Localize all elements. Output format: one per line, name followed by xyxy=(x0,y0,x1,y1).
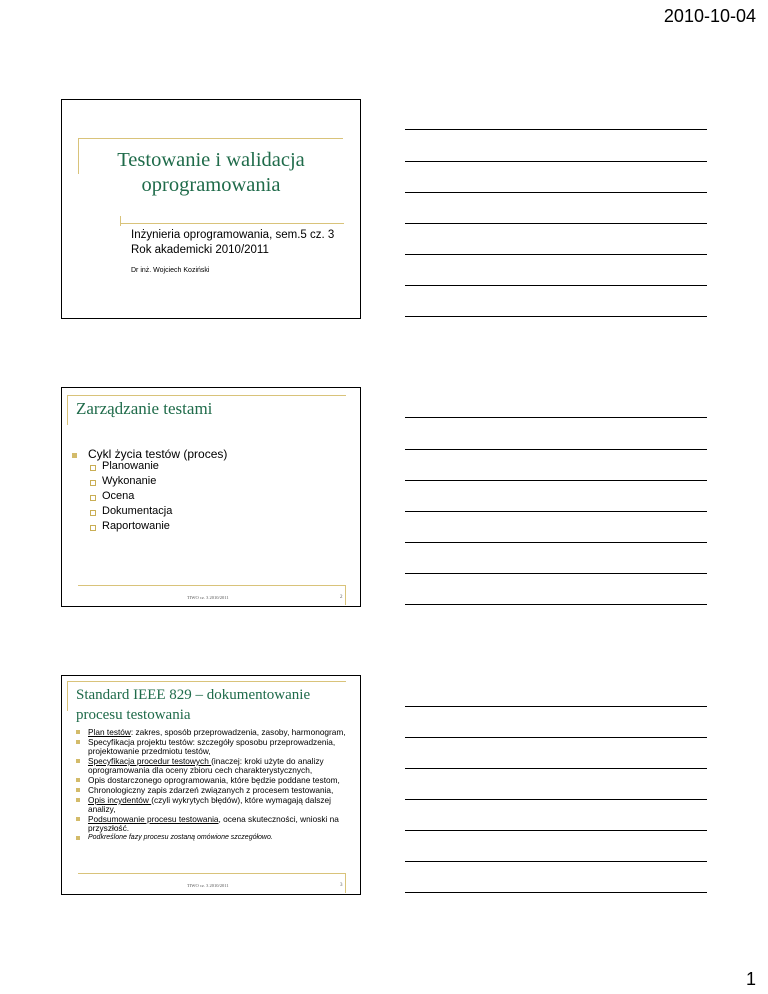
page-number: 1 xyxy=(745,969,756,989)
slide-3-heading: Standard IEEE 829 – dokumentowanie procesu testowania xyxy=(76,687,311,723)
note-line xyxy=(405,316,707,317)
list-item xyxy=(76,738,354,755)
note-line xyxy=(405,480,707,481)
item-text: Chronologiczny zapis zdarzeń związanych z procesem testowania, xyxy=(88,784,334,795)
gold-rule xyxy=(120,216,121,226)
hollow-square-bullet-icon xyxy=(90,465,96,471)
gold-rule xyxy=(78,138,343,139)
gold-rule xyxy=(78,873,346,874)
sub-list-item: Raportowanie xyxy=(102,520,170,532)
slide-footer: TIWO cz. 3 2010/2011 xyxy=(187,595,229,600)
underlined-phase: Podsumowanie procesu testowania xyxy=(88,813,219,824)
note-text: Podkreślone fazy procesu zostaną omówione szczegółowo. xyxy=(88,833,273,841)
hollow-square-bullet-icon xyxy=(90,495,96,501)
item-text: : zakres, sposób przeprowadzenia, zasoby, harmonogram, xyxy=(130,727,346,737)
list-item xyxy=(76,796,354,813)
note-line xyxy=(405,706,707,707)
sub-list-item: Planowanie xyxy=(102,460,159,472)
note-line xyxy=(405,573,707,574)
note-line xyxy=(405,737,707,738)
author: Dr inż. Wojciech Koziński xyxy=(131,267,210,274)
slide-2-heading: Zarządzanie testami xyxy=(76,399,213,418)
note-line xyxy=(405,129,707,130)
sub-list-item: Ocena xyxy=(102,490,135,502)
slide-1-title xyxy=(61,99,361,319)
slide-number: 3 xyxy=(340,883,343,888)
square-bullet-icon xyxy=(76,740,80,744)
sub-list-item: Wykonanie xyxy=(102,475,157,487)
note-line xyxy=(405,830,707,831)
slide-1-heading xyxy=(82,148,340,198)
underlined-phase: Specyfikacja procedur testowych xyxy=(88,755,212,766)
item-text: (inaczej: kroki użyte do analizy oprogramowania dla oceny zbioru cech charakterystycznych, xyxy=(88,755,324,775)
gold-rule xyxy=(67,681,68,711)
ieee-list xyxy=(76,728,354,844)
list-item: Cykl życia testów (proces) xyxy=(88,447,228,461)
square-bullet-icon xyxy=(76,788,80,792)
slide-3 xyxy=(61,675,361,895)
square-bullet-icon xyxy=(76,759,80,763)
gold-rule xyxy=(67,681,346,682)
print-date: 2010-10-04 xyxy=(663,6,756,26)
note-line xyxy=(405,192,707,193)
hollow-square-bullet-icon xyxy=(90,510,96,516)
note-line xyxy=(405,161,707,162)
title-line: Testowanie i walidacja xyxy=(117,149,305,171)
square-bullet-icon xyxy=(76,836,80,840)
note-line xyxy=(405,223,707,224)
note-line xyxy=(405,799,707,800)
item-text: Specyfikacja projektu testów: szczegóły sposobu przeprowadzenia, projektowanie przedmiotu testów, xyxy=(88,737,336,756)
slide-number: 2 xyxy=(340,595,343,600)
underlined-phase: Opis incydentów xyxy=(88,795,152,806)
gold-rule xyxy=(67,395,346,396)
slide-1-subtitle xyxy=(131,228,334,258)
note-line xyxy=(405,861,707,862)
item-text: Opis dostarczonego oprogramowania, które będzie poddane testom, xyxy=(88,774,340,785)
note-line xyxy=(405,604,707,605)
list-item xyxy=(76,776,354,785)
note-line xyxy=(405,417,707,418)
square-bullet-icon xyxy=(76,730,80,734)
list-item xyxy=(76,728,354,737)
list-note xyxy=(76,834,354,843)
note-line xyxy=(405,768,707,769)
title-line: oprogramowania xyxy=(141,174,281,196)
list-item xyxy=(76,786,354,795)
hollow-square-bullet-icon xyxy=(90,480,96,486)
underlined-phase: Plan testów xyxy=(88,727,131,737)
gold-rule xyxy=(345,585,346,605)
note-line xyxy=(405,285,707,286)
note-line xyxy=(405,542,707,543)
subtitle-line: Rok akademicki 2010/2011 xyxy=(131,244,269,256)
note-line xyxy=(405,511,707,512)
square-bullet-icon xyxy=(72,453,77,458)
list-item xyxy=(76,815,354,832)
item-text: , ocena skuteczności, wnioski na przyszłość. xyxy=(88,813,339,833)
note-line xyxy=(405,254,707,255)
subtitle-line: Inżynieria oprogramowania, sem.5 cz. 3 xyxy=(131,229,335,241)
gold-rule xyxy=(67,395,68,425)
gold-rule xyxy=(120,223,344,224)
gold-rule xyxy=(78,585,346,586)
slide-footer: TIWO cz. 3 2010/2011 xyxy=(187,883,229,888)
hollow-square-bullet-icon xyxy=(90,525,96,531)
sub-list-item: Dokumentacja xyxy=(102,505,173,517)
item-text: (czyli wykrytych błędów), które wymagają dalszej analizy, xyxy=(88,795,332,814)
gold-rule xyxy=(78,138,79,174)
note-line xyxy=(405,449,707,450)
square-bullet-icon xyxy=(76,778,80,782)
square-bullet-icon xyxy=(76,798,80,802)
square-bullet-icon xyxy=(76,817,80,821)
gold-rule xyxy=(345,873,346,893)
note-line xyxy=(405,892,707,893)
list-item xyxy=(76,757,354,774)
slide-2 xyxy=(61,387,361,607)
